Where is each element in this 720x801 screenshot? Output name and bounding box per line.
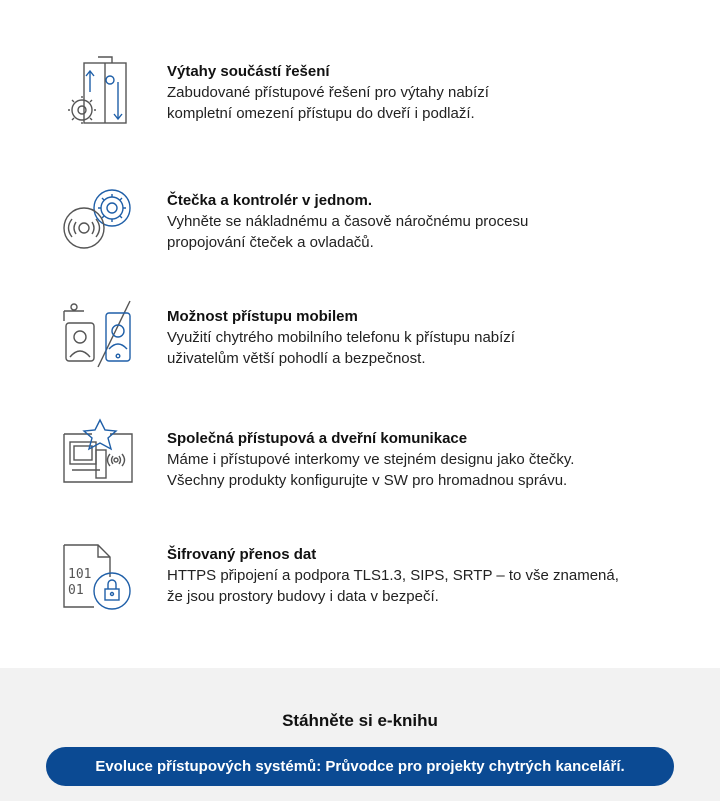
feature-description: Vyhněte se nákladnému a časově náročnému procesu propojování čteček a ovladačů.	[167, 213, 529, 251]
feature-title: Společná přístupová a dveřní komunikace	[167, 430, 468, 447]
mobile-access-icon	[60, 297, 136, 373]
ebook-download-button[interactable]: Evoluce přístupových systémů: Průvodce pro projekty chytrých kanceláří.	[46, 747, 674, 786]
feature-description: HTTPS připojení a podpora TLS1.3, SIPS, SRTP – to vše znamená, že jsou prostory budovy i data v bezpečí.	[167, 567, 619, 605]
svg-text:101: 101	[68, 567, 92, 582]
feature-title: Možnost přístupu mobilem	[167, 308, 358, 325]
feature-description: Máme i přístupové interkomy ve stejném designu jako čtečky. Všechny produkty konfigurujte v SW pro hromadnou správu.	[167, 451, 575, 489]
cta-heading: Stáhněte si e-knihu	[282, 711, 438, 730]
encrypted-file-icon	[60, 541, 136, 617]
feature-title: Výtahy součástí řešení	[167, 63, 330, 80]
intercom-star-icon	[60, 416, 136, 492]
reader-controller-icon	[60, 184, 136, 260]
elevator-icon	[60, 52, 136, 128]
feature-description: Zabudované přístupové řešení pro výtahy nabízí kompletní omezení přístupu do dveří i podlaží.	[167, 84, 489, 122]
ebook-cta-section	[0, 668, 720, 801]
feature-title: Šifrovaný přenos dat	[167, 546, 317, 563]
feature-description: Využití chytrého mobilního telefonu k přístupu nabízí uživatelům větší pohodlí a bezpečnost.	[167, 329, 515, 367]
svg-text:01: 01	[68, 583, 84, 598]
feature-title: Čtečka a kontrolér v jednom.	[167, 192, 373, 209]
